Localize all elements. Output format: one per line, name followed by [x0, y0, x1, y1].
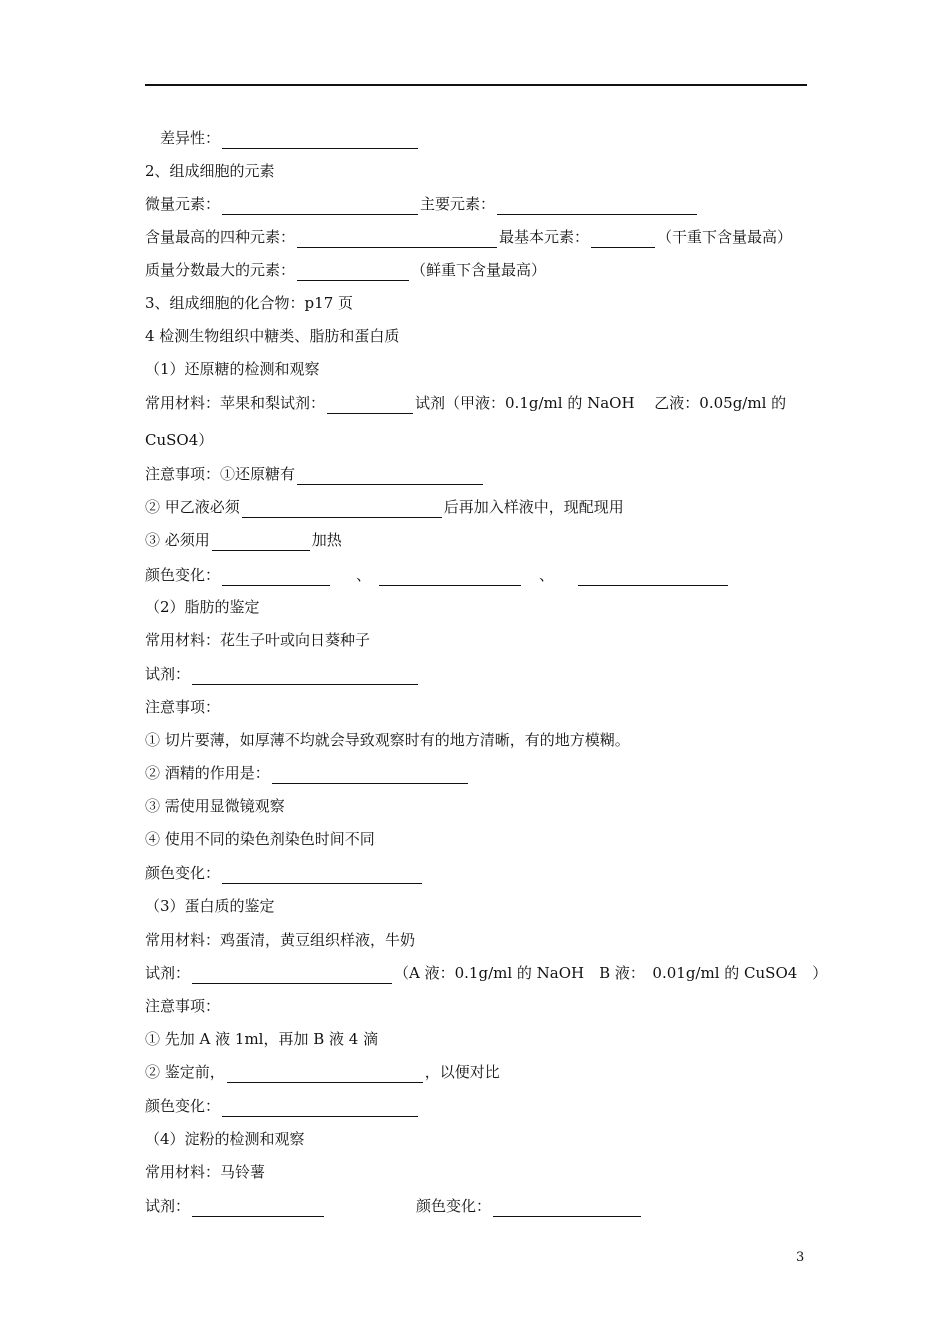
- blank-field[interactable]: [227, 1066, 423, 1083]
- line-cuso4: [145, 429, 213, 451]
- blank-field[interactable]: [222, 867, 422, 884]
- blank-field[interactable]: [327, 397, 413, 414]
- separator: 、: [356, 566, 372, 584]
- line-starch-reagent: [145, 1195, 643, 1217]
- text: （3）蛋白质的鉴定: [145, 897, 275, 915]
- line-protein-color: [145, 1095, 420, 1117]
- line-starch-materials: [145, 1161, 265, 1183]
- blank-field[interactable]: [192, 1200, 324, 1217]
- text: 含量最高的四种元素：: [145, 228, 296, 246]
- line-protein-notes: [145, 995, 220, 1017]
- line-four-elements: [145, 226, 792, 248]
- text: （干重下含量最高）: [657, 228, 793, 246]
- text: ② 酒精的作用是：: [145, 764, 270, 782]
- blank-field[interactable]: [222, 198, 418, 215]
- text: 试剂（甲液：0.1g/ml 的 NaOH 乙液：0.05g/ml 的: [415, 394, 787, 412]
- text: CuSO4）: [145, 431, 214, 449]
- text: （2）脂肪的鉴定: [145, 598, 260, 616]
- line-protein-note-2: [145, 1061, 500, 1083]
- subheading-2: [145, 596, 260, 618]
- blank-field[interactable]: [497, 198, 697, 215]
- heading-3: [145, 292, 353, 314]
- blank-field[interactable]: [222, 132, 418, 149]
- line-protein-note-1: [145, 1028, 378, 1050]
- text: 颜色变化：: [145, 1097, 221, 1115]
- text: 注意事项：①还原糖有: [145, 465, 296, 483]
- text: ② 鉴定前，: [145, 1063, 225, 1081]
- line-protein-reagent: [145, 962, 827, 984]
- text: 2、组成细胞的元素: [145, 162, 275, 180]
- text: 颜色变化：: [145, 864, 221, 882]
- blank-field[interactable]: [192, 967, 392, 984]
- text: ③ 必须用: [145, 531, 210, 549]
- text: 常用材料：马铃薯: [145, 1163, 266, 1181]
- blank-field[interactable]: [493, 1200, 641, 1217]
- text: 差异性：: [160, 129, 221, 147]
- text: 试剂：: [145, 665, 191, 683]
- text: （A 液：0.1g/ml 的 NaOH B 液： 0.01g/ml 的 CuSO4 ）: [394, 964, 828, 982]
- line-color-change-1: [145, 564, 730, 586]
- text: 注意事项：: [145, 997, 221, 1015]
- line-variability: [160, 127, 420, 149]
- subheading-3: [145, 895, 275, 917]
- blank-field[interactable]: [297, 264, 409, 281]
- text: 最基本元素：: [499, 228, 590, 246]
- text: （鲜重下含量最高）: [411, 261, 547, 279]
- text: ① 先加 A 液 1ml，再加 B 液 4 滴: [145, 1030, 379, 1048]
- blank-field[interactable]: [212, 534, 310, 551]
- line-notes-2: [145, 496, 624, 518]
- line-notes-1: [145, 463, 485, 485]
- blank-field[interactable]: [272, 767, 468, 784]
- subheading-1: [145, 358, 320, 380]
- line-fat-materials: [145, 629, 370, 651]
- line-notes-3: [145, 529, 342, 551]
- text: （1）还原糖的检测和观察: [145, 360, 320, 378]
- text: 颜色变化：: [416, 1197, 492, 1215]
- text: ④ 使用不同的染色剂染色时间不同: [145, 830, 375, 848]
- text: 加热: [311, 531, 342, 549]
- text: 4 检测生物组织中糖类、脂肪和蛋白质: [145, 327, 400, 345]
- text: 试剂：: [145, 964, 191, 982]
- blank-field[interactable]: [591, 231, 655, 248]
- blank-field[interactable]: [192, 668, 418, 685]
- text: ，以便对比: [424, 1063, 500, 1081]
- text: （4）淀粉的检测和观察: [145, 1130, 305, 1148]
- blank-field[interactable]: [578, 569, 728, 586]
- page-number: 3: [796, 1250, 805, 1265]
- line-fat-note-3: [145, 795, 285, 817]
- blank-field[interactable]: [242, 501, 442, 518]
- header-rule: [145, 84, 807, 86]
- line-mass-fraction: [145, 259, 546, 281]
- text: 常用材料：花生子叶或向日葵种子: [145, 631, 371, 649]
- blank-field[interactable]: [297, 468, 483, 485]
- heading-2: [145, 160, 275, 182]
- text: 注意事项：: [145, 698, 221, 716]
- heading-4: [145, 325, 399, 347]
- text: 质量分数最大的元素：: [145, 261, 296, 279]
- blank-field[interactable]: [222, 1100, 418, 1117]
- text: ② 甲乙液必须: [145, 498, 240, 516]
- text: ① 切片要薄，如厚薄不均就会导致观察时有的地方清晰，有的地方模糊。: [145, 731, 630, 749]
- text: 颜色变化：: [145, 566, 221, 584]
- line-fat-notes: [145, 696, 220, 718]
- line-reducing-sugar-materials: [145, 392, 786, 414]
- blank-field[interactable]: [297, 231, 497, 248]
- text: 常用材料：苹果和梨试剂：: [145, 394, 326, 412]
- line-trace-elements: [145, 193, 699, 215]
- blank-field[interactable]: [379, 569, 521, 586]
- line-fat-note-1: [145, 729, 630, 751]
- text: 主要元素：: [420, 195, 496, 213]
- line-fat-note-4: [145, 828, 375, 850]
- text: 试剂：: [145, 1197, 191, 1215]
- line-fat-note-2: [145, 762, 470, 784]
- text: 常用材料：鸡蛋清，黄豆组织样液，牛奶: [145, 931, 416, 949]
- line-fat-reagent: [145, 663, 420, 685]
- line-protein-materials: [145, 929, 415, 951]
- subheading-4: [145, 1128, 305, 1150]
- text: 3、组成细胞的化合物：p17 页: [145, 294, 354, 312]
- text: 微量元素：: [145, 195, 221, 213]
- text: 后再加入样液中，现配现用: [443, 498, 624, 516]
- line-fat-color: [145, 862, 424, 884]
- blank-field[interactable]: [222, 569, 330, 586]
- separator: 、: [539, 566, 555, 584]
- text: ③ 需使用显微镜观察: [145, 797, 285, 815]
